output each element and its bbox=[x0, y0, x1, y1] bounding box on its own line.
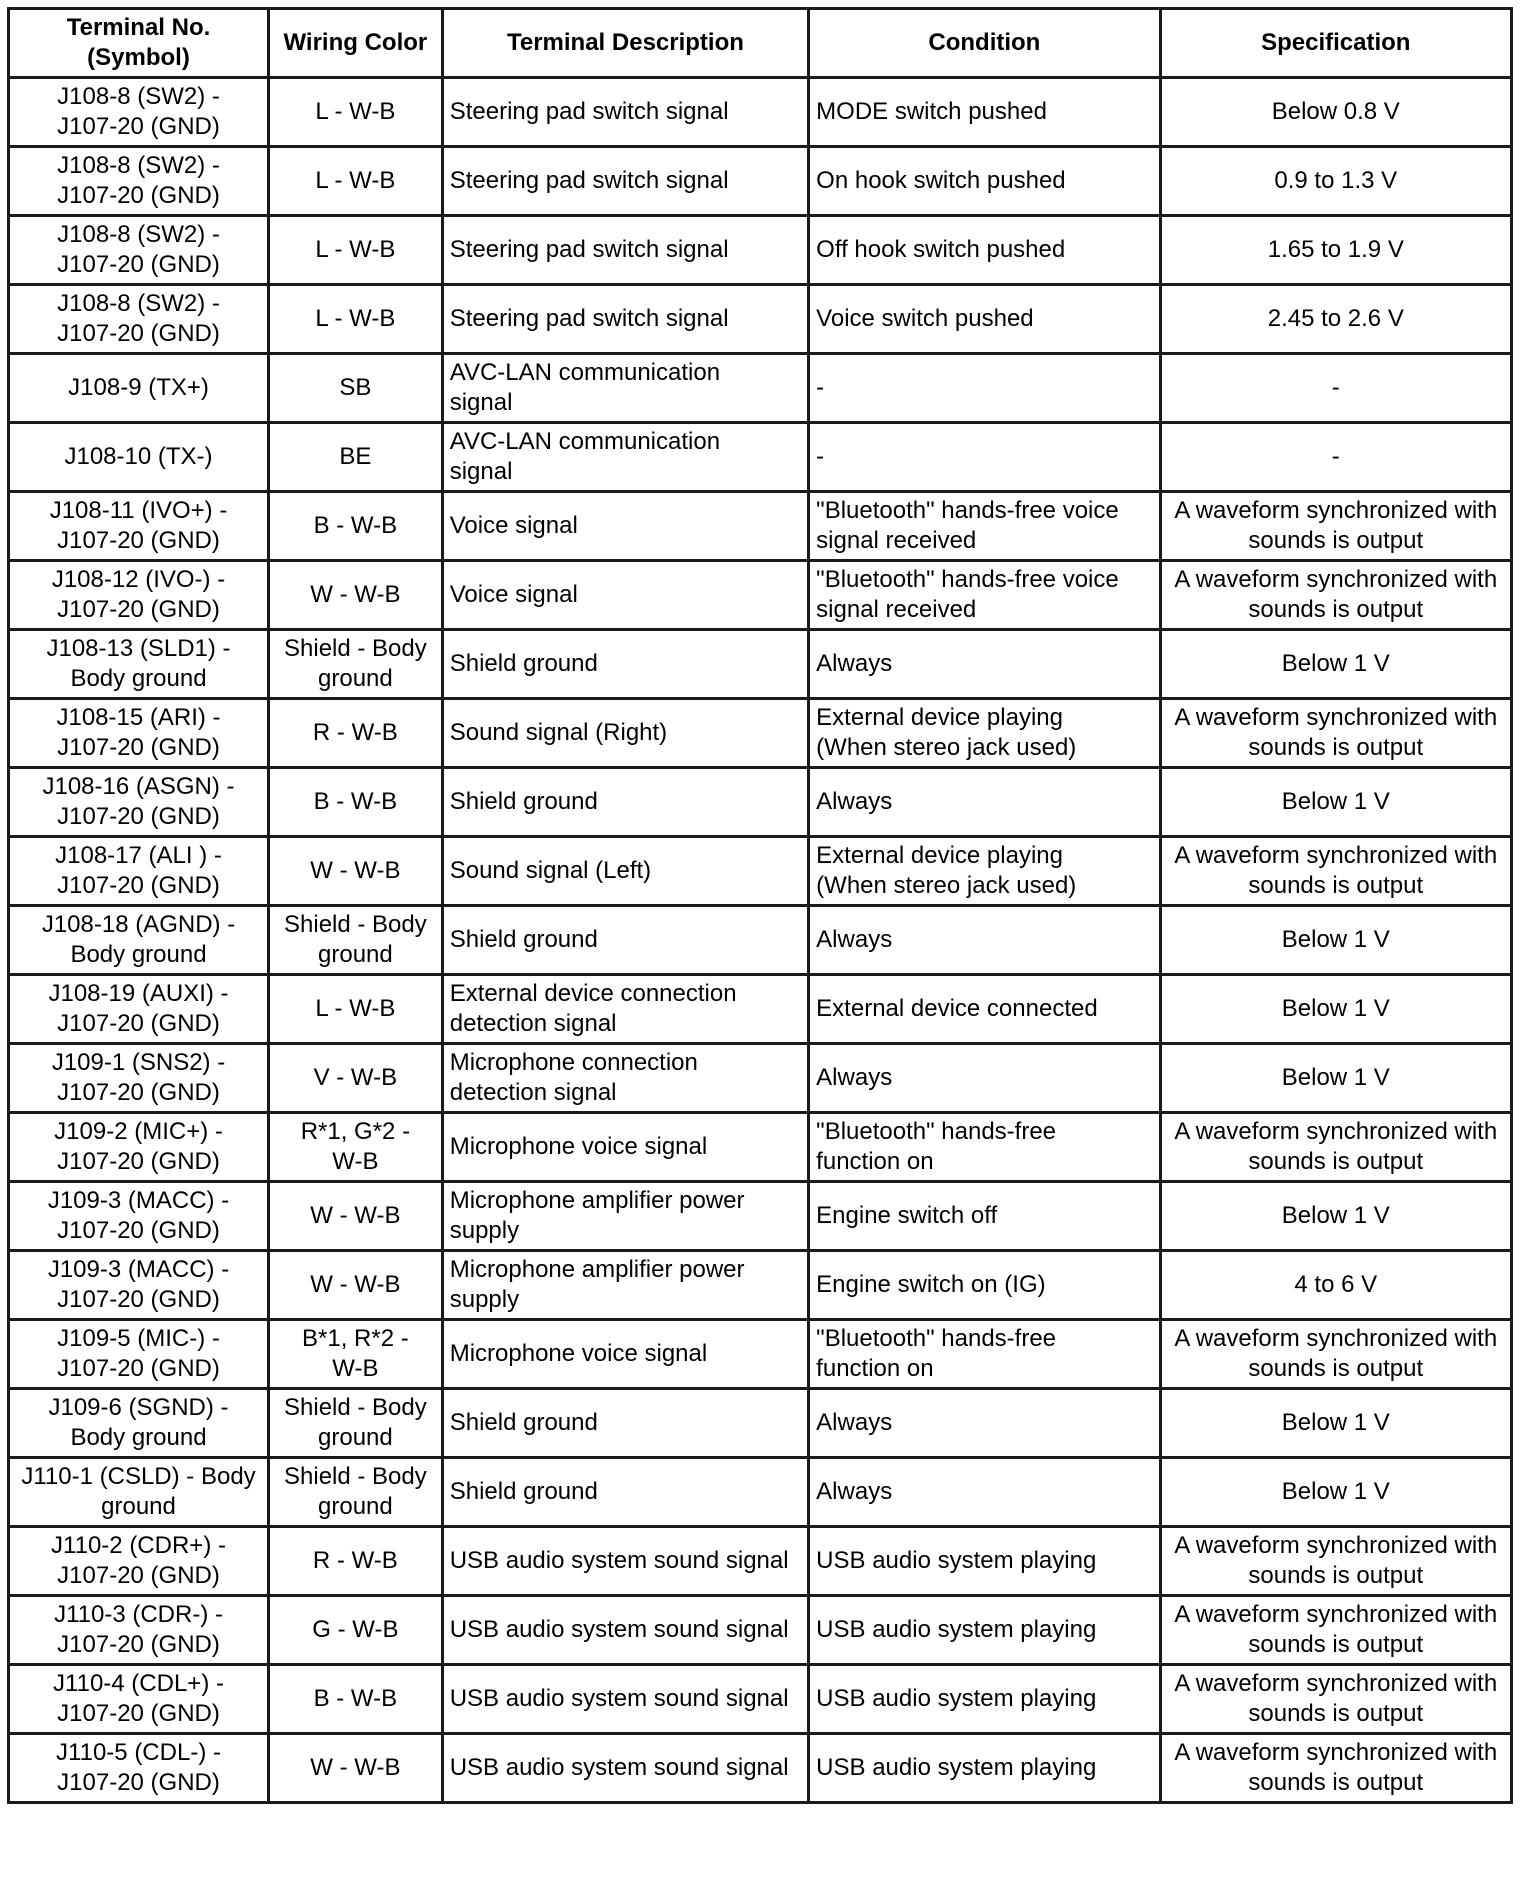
cell-description: Shield ground bbox=[442, 906, 808, 975]
cell-condition: External device connected bbox=[809, 975, 1160, 1044]
cell-wiring-color: G - W-B bbox=[269, 1596, 443, 1665]
cell-description: Voice signal bbox=[442, 492, 808, 561]
cell-wiring-color: BE bbox=[269, 423, 443, 492]
table-row bbox=[9, 1182, 1512, 1251]
cell-terminal: J108-16 (ASGN) - J107-20 (GND) bbox=[9, 768, 269, 837]
terminal-table bbox=[7, 7, 1513, 1804]
cell-condition: On hook switch pushed bbox=[809, 147, 1160, 216]
cell-wiring-color: SB bbox=[269, 354, 443, 423]
cell-wiring-color: L - W-B bbox=[269, 975, 443, 1044]
cell-terminal: J110-2 (CDR+) - J107-20 (GND) bbox=[9, 1527, 269, 1596]
cell-description: Steering pad switch signal bbox=[442, 285, 808, 354]
cell-terminal: J108-8 (SW2) - J107-20 (GND) bbox=[9, 147, 269, 216]
cell-description: AVC-LAN communication signal bbox=[442, 423, 808, 492]
cell-description: Steering pad switch signal bbox=[442, 78, 808, 147]
cell-description: Microphone voice signal bbox=[442, 1113, 808, 1182]
cell-terminal: J109-1 (SNS2) - J107-20 (GND) bbox=[9, 1044, 269, 1113]
header-condition: Condition bbox=[809, 9, 1160, 78]
cell-condition: Off hook switch pushed bbox=[809, 216, 1160, 285]
cell-condition: External device playing (When stereo jack used) bbox=[809, 837, 1160, 906]
cell-description: Shield ground bbox=[442, 630, 808, 699]
cell-terminal: J110-5 (CDL-) - J107-20 (GND) bbox=[9, 1734, 269, 1803]
cell-specification: A waveform synchronized with sounds is output bbox=[1160, 492, 1511, 561]
cell-wiring-color: Shield - Body ground bbox=[269, 630, 443, 699]
cell-terminal: J108-17 (ALI ) - J107-20 (GND) bbox=[9, 837, 269, 906]
cell-specification: Below 1 V bbox=[1160, 630, 1511, 699]
cell-wiring-color: W - W-B bbox=[269, 1251, 443, 1320]
cell-terminal: J110-4 (CDL+) - J107-20 (GND) bbox=[9, 1665, 269, 1734]
cell-specification: A waveform synchronized with sounds is output bbox=[1160, 1113, 1511, 1182]
cell-specification: A waveform synchronized with sounds is output bbox=[1160, 837, 1511, 906]
cell-terminal: J108-8 (SW2) - J107-20 (GND) bbox=[9, 78, 269, 147]
table-row bbox=[9, 1389, 1512, 1458]
cell-terminal: J109-3 (MACC) - J107-20 (GND) bbox=[9, 1182, 269, 1251]
table-row bbox=[9, 216, 1512, 285]
cell-terminal: J108-8 (SW2) - J107-20 (GND) bbox=[9, 285, 269, 354]
table-row bbox=[9, 906, 1512, 975]
cell-wiring-color: Shield - Body ground bbox=[269, 1458, 443, 1527]
table-row bbox=[9, 1044, 1512, 1113]
cell-wiring-color: B - W-B bbox=[269, 492, 443, 561]
cell-condition: MODE switch pushed bbox=[809, 78, 1160, 147]
cell-terminal: J108-15 (ARI) - J107-20 (GND) bbox=[9, 699, 269, 768]
cell-wiring-color: W - W-B bbox=[269, 837, 443, 906]
table-row bbox=[9, 285, 1512, 354]
cell-specification: Below 1 V bbox=[1160, 1458, 1511, 1527]
cell-specification: - bbox=[1160, 354, 1511, 423]
cell-specification: Below 1 V bbox=[1160, 1389, 1511, 1458]
cell-wiring-color: Shield - Body ground bbox=[269, 906, 443, 975]
header-terminal-description: Terminal Description bbox=[442, 9, 808, 78]
cell-terminal: J109-5 (MIC-) - J107-20 (GND) bbox=[9, 1320, 269, 1389]
cell-description: Sound signal (Right) bbox=[442, 699, 808, 768]
table-row bbox=[9, 1320, 1512, 1389]
cell-condition: "Bluetooth" hands-free function on bbox=[809, 1113, 1160, 1182]
table-row bbox=[9, 630, 1512, 699]
table-row bbox=[9, 699, 1512, 768]
cell-wiring-color: B*1, R*2 - W-B bbox=[269, 1320, 443, 1389]
cell-wiring-color: L - W-B bbox=[269, 78, 443, 147]
cell-specification: A waveform synchronized with sounds is output bbox=[1160, 561, 1511, 630]
cell-condition: "Bluetooth" hands-free voice signal received bbox=[809, 492, 1160, 561]
cell-description: Steering pad switch signal bbox=[442, 147, 808, 216]
cell-condition: Engine switch on (IG) bbox=[809, 1251, 1160, 1320]
cell-condition: Always bbox=[809, 1458, 1160, 1527]
cell-wiring-color: W - W-B bbox=[269, 1734, 443, 1803]
cell-description: USB audio system sound signal bbox=[442, 1527, 808, 1596]
cell-condition: USB audio system playing bbox=[809, 1665, 1160, 1734]
cell-description: Shield ground bbox=[442, 1389, 808, 1458]
cell-description: Microphone voice signal bbox=[442, 1320, 808, 1389]
cell-condition: "Bluetooth" hands-free voice signal received bbox=[809, 561, 1160, 630]
cell-wiring-color: W - W-B bbox=[269, 561, 443, 630]
cell-specification: A waveform synchronized with sounds is output bbox=[1160, 699, 1511, 768]
header-specification: Specification bbox=[1160, 9, 1511, 78]
header-wiring-color: Wiring Color bbox=[269, 9, 443, 78]
cell-wiring-color: B - W-B bbox=[269, 1665, 443, 1734]
cell-specification: Below 1 V bbox=[1160, 975, 1511, 1044]
cell-description: Microphone amplifier power supply bbox=[442, 1182, 808, 1251]
cell-description: Shield ground bbox=[442, 1458, 808, 1527]
cell-terminal: J109-2 (MIC+) - J107-20 (GND) bbox=[9, 1113, 269, 1182]
cell-terminal: J108-18 (AGND) - Body ground bbox=[9, 906, 269, 975]
table-row bbox=[9, 492, 1512, 561]
cell-terminal: J108-9 (TX+) bbox=[9, 354, 269, 423]
cell-specification: Below 0.8 V bbox=[1160, 78, 1511, 147]
table-row bbox=[9, 1665, 1512, 1734]
cell-condition: Always bbox=[809, 630, 1160, 699]
cell-condition: USB audio system playing bbox=[809, 1734, 1160, 1803]
cell-specification: A waveform synchronized with sounds is output bbox=[1160, 1596, 1511, 1665]
cell-condition: "Bluetooth" hands-free function on bbox=[809, 1320, 1160, 1389]
table-row bbox=[9, 354, 1512, 423]
cell-specification: Below 1 V bbox=[1160, 906, 1511, 975]
cell-specification: Below 1 V bbox=[1160, 768, 1511, 837]
cell-condition: Always bbox=[809, 906, 1160, 975]
cell-specification: Below 1 V bbox=[1160, 1182, 1511, 1251]
table-row bbox=[9, 147, 1512, 216]
table-row bbox=[9, 1596, 1512, 1665]
cell-condition: USB audio system playing bbox=[809, 1527, 1160, 1596]
cell-description: USB audio system sound signal bbox=[442, 1665, 808, 1734]
cell-specification: Below 1 V bbox=[1160, 1044, 1511, 1113]
cell-condition: External device playing (When stereo jack used) bbox=[809, 699, 1160, 768]
cell-terminal: J109-3 (MACC) - J107-20 (GND) bbox=[9, 1251, 269, 1320]
table-row bbox=[9, 561, 1512, 630]
cell-wiring-color: W - W-B bbox=[269, 1182, 443, 1251]
cell-specification: 4 to 6 V bbox=[1160, 1251, 1511, 1320]
cell-description: USB audio system sound signal bbox=[442, 1596, 808, 1665]
cell-description: Shield ground bbox=[442, 768, 808, 837]
cell-description: Voice signal bbox=[442, 561, 808, 630]
cell-description: USB audio system sound signal bbox=[442, 1734, 808, 1803]
cell-description: Microphone connection detection signal bbox=[442, 1044, 808, 1113]
cell-terminal: J110-1 (CSLD) - Body ground bbox=[9, 1458, 269, 1527]
table-row bbox=[9, 1458, 1512, 1527]
cell-specification: 2.45 to 2.6 V bbox=[1160, 285, 1511, 354]
cell-description: Steering pad switch signal bbox=[442, 216, 808, 285]
cell-description: AVC-LAN communication signal bbox=[442, 354, 808, 423]
cell-terminal: J108-10 (TX-) bbox=[9, 423, 269, 492]
table-row bbox=[9, 1113, 1512, 1182]
cell-condition: USB audio system playing bbox=[809, 1596, 1160, 1665]
cell-condition: - bbox=[809, 423, 1160, 492]
cell-wiring-color: L - W-B bbox=[269, 285, 443, 354]
table-row bbox=[9, 78, 1512, 147]
cell-wiring-color: R*1, G*2 - W-B bbox=[269, 1113, 443, 1182]
cell-specification: A waveform synchronized with sounds is output bbox=[1160, 1734, 1511, 1803]
cell-wiring-color: B - W-B bbox=[269, 768, 443, 837]
cell-terminal: J108-12 (IVO-) - J107-20 (GND) bbox=[9, 561, 269, 630]
cell-description: Sound signal (Left) bbox=[442, 837, 808, 906]
cell-terminal: J108-19 (AUXI) - J107-20 (GND) bbox=[9, 975, 269, 1044]
cell-specification: A waveform synchronized with sounds is output bbox=[1160, 1665, 1511, 1734]
cell-wiring-color: R - W-B bbox=[269, 1527, 443, 1596]
cell-description: Microphone amplifier power supply bbox=[442, 1251, 808, 1320]
cell-specification: - bbox=[1160, 423, 1511, 492]
cell-specification: 1.65 to 1.9 V bbox=[1160, 216, 1511, 285]
cell-condition: Always bbox=[809, 1389, 1160, 1458]
header-terminal: Terminal No. (Symbol) bbox=[9, 9, 269, 78]
cell-wiring-color: L - W-B bbox=[269, 147, 443, 216]
table-row bbox=[9, 837, 1512, 906]
table-row bbox=[9, 1527, 1512, 1596]
cell-terminal: J109-6 (SGND) - Body ground bbox=[9, 1389, 269, 1458]
cell-condition: Always bbox=[809, 768, 1160, 837]
cell-wiring-color: R - W-B bbox=[269, 699, 443, 768]
table-header-row bbox=[9, 9, 1512, 78]
cell-specification: 0.9 to 1.3 V bbox=[1160, 147, 1511, 216]
cell-terminal: J108-11 (IVO+) - J107-20 (GND) bbox=[9, 492, 269, 561]
cell-specification: A waveform synchronized with sounds is output bbox=[1160, 1527, 1511, 1596]
table-row bbox=[9, 768, 1512, 837]
table-row bbox=[9, 423, 1512, 492]
table-row bbox=[9, 1251, 1512, 1320]
cell-condition: Always bbox=[809, 1044, 1160, 1113]
cell-terminal: J108-13 (SLD1) - Body ground bbox=[9, 630, 269, 699]
cell-description: External device connection detection signal bbox=[442, 975, 808, 1044]
table-row bbox=[9, 975, 1512, 1044]
cell-condition: Engine switch off bbox=[809, 1182, 1160, 1251]
cell-wiring-color: V - W-B bbox=[269, 1044, 443, 1113]
cell-terminal: J108-8 (SW2) - J107-20 (GND) bbox=[9, 216, 269, 285]
table-row bbox=[9, 1734, 1512, 1803]
terminal-table-sheet bbox=[7, 7, 1513, 1804]
cell-wiring-color: Shield - Body ground bbox=[269, 1389, 443, 1458]
cell-condition: - bbox=[809, 354, 1160, 423]
cell-condition: Voice switch pushed bbox=[809, 285, 1160, 354]
cell-terminal: J110-3 (CDR-) - J107-20 (GND) bbox=[9, 1596, 269, 1665]
cell-wiring-color: L - W-B bbox=[269, 216, 443, 285]
cell-specification: A waveform synchronized with sounds is output bbox=[1160, 1320, 1511, 1389]
